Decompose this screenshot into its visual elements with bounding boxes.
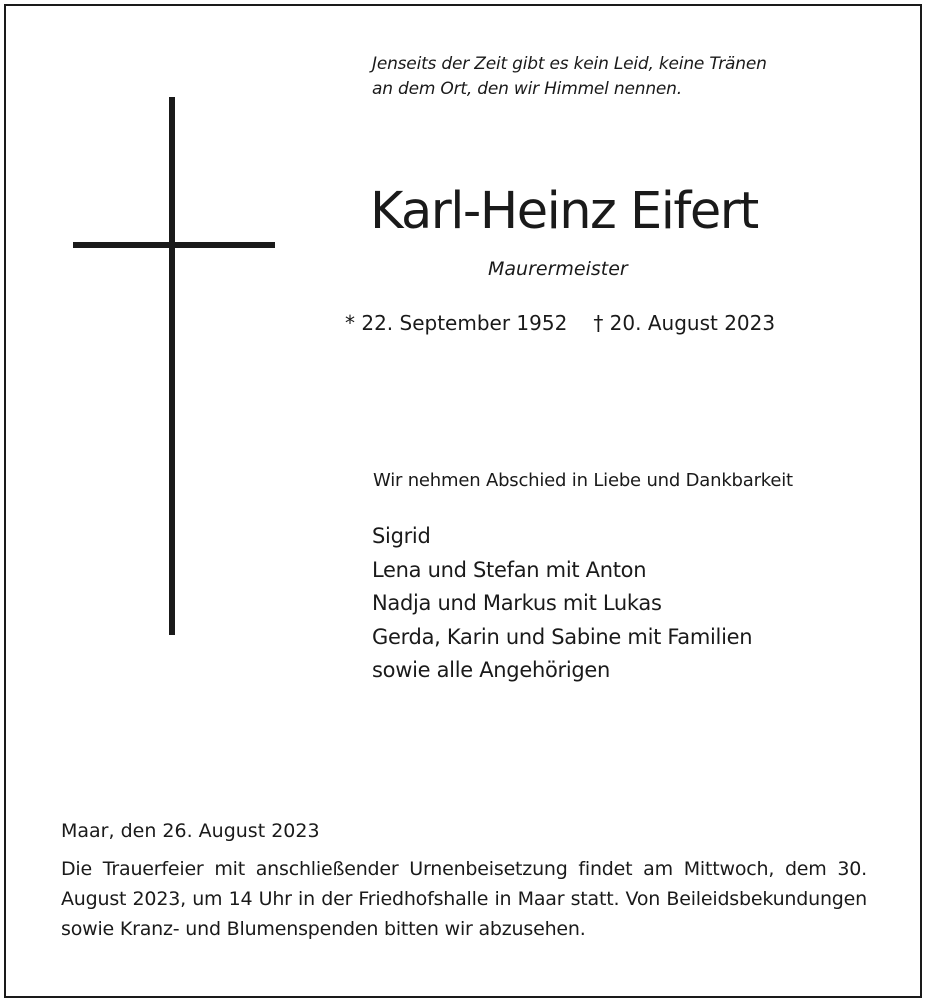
mourner-item: Lena und Stefan mit Anton — [372, 557, 647, 582]
memorial-quote — [372, 52, 767, 102]
mourners-list — [372, 520, 752, 688]
place-and-date: Maar, den 26. August 2023 — [61, 820, 320, 842]
farewell-text: Wir nehmen Abschied in Liebe und Dankbarkeit — [373, 470, 793, 491]
death-date: † 20. August 2023 — [593, 311, 776, 335]
cross-icon-horizontal — [73, 242, 275, 248]
deceased-profession: Maurermeister — [488, 258, 628, 280]
quote-line: an dem Ort, den wir Himmel nennen. — [372, 79, 682, 99]
quote-line: Jenseits der Zeit gibt es kein Leid, keine Tränen — [372, 54, 767, 74]
deceased-name: Karl-Heinz Eifert — [370, 182, 758, 241]
mourner-item: Gerda, Karin und Sabine mit Familien — [372, 624, 753, 649]
mourner-item: sowie alle Angehörigen — [372, 658, 611, 682]
notice-border — [4, 4, 922, 998]
birth-date: * 22. September 1952 — [345, 311, 568, 335]
mourner-item: Nadja und Markus mit Lukas — [372, 591, 662, 615]
funeral-notice: Die Trauerfeier mit anschließender Urnenbeisetzung findet am Mittwoch, dem 30. August 2023, um 14 Uhr in der Friedhofshalle in Maar statt. Von Beileidsbekundungen sowie Kranz- und Blumenspenden bitten wir abzusehen. — [61, 858, 867, 940]
cross-icon-vertical — [169, 97, 175, 635]
mourner-item: Sigrid — [372, 524, 431, 548]
life-dates — [345, 309, 775, 337]
